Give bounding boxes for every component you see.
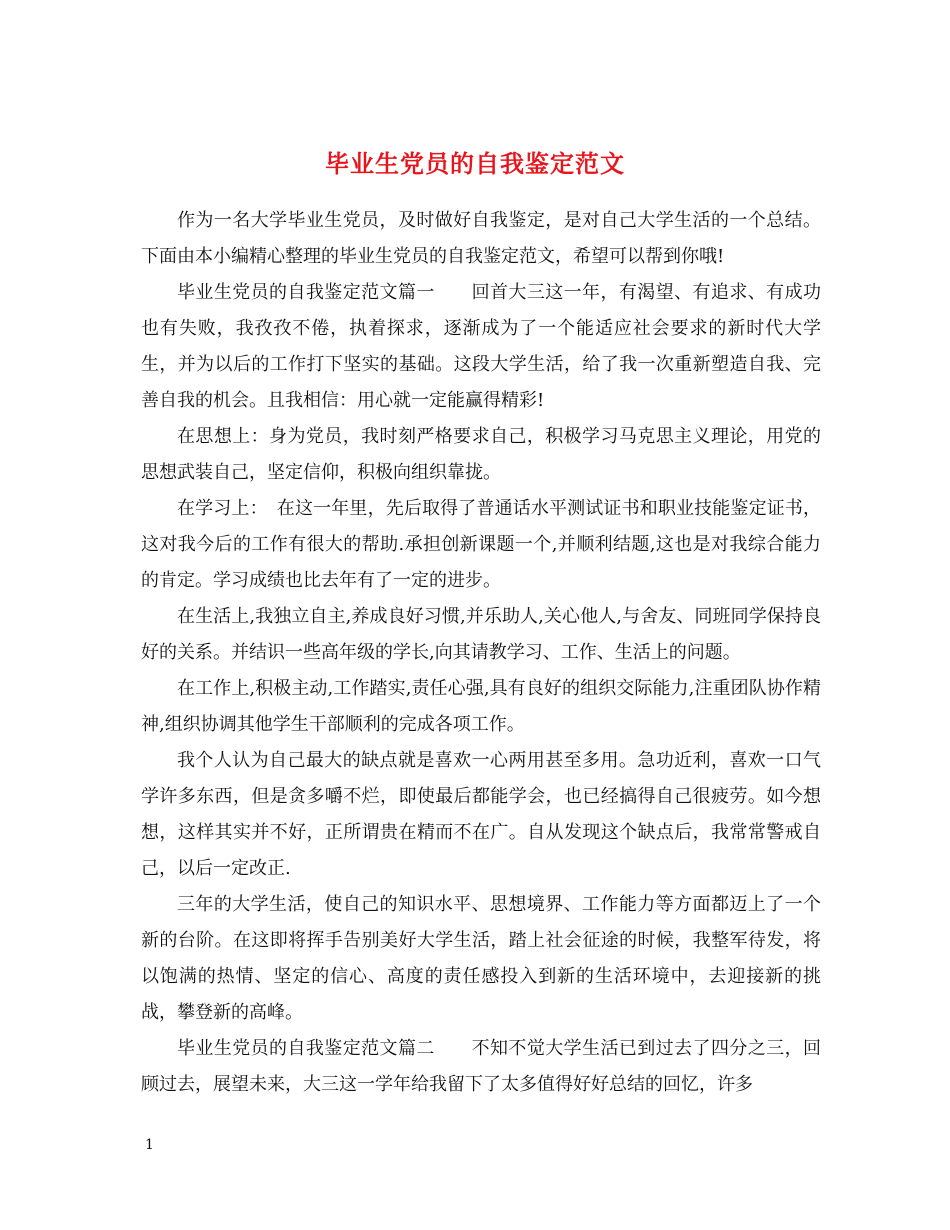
paragraph-essay-two: 毕业生党员的自我鉴定范文篇二 不知不觉大学生活已到过去了四分之三，回顾过去，展望未来，大三这一学年给我留下了太多值得好好总结的回忆，许多 xyxy=(141,1038,821,1095)
paragraph-essay-one: 毕业生党员的自我鉴定范文篇一 回首大三这一年，有渴望、有追求、有成功也有失败，我孜孜不倦，执着探求，逐渐成为了一个能适应社会要求的新时代大学生，并为以后的工作打下坚实的基础。这段大学生活，给了我一次重新塑造自我、完善自我的机会。且我相信：用心就一定能赢得精彩! xyxy=(141,282,821,411)
paragraph-intro: 作为一名大学毕业生党员，及时做好自我鉴定，是对自己大学生活的一个总结。下面由本小编精心整理的毕业生党员的自我鉴定范文，希望可以帮到你哦! xyxy=(141,210,821,267)
paragraph-summary: 三年的大学生活，使自己的知识水平、思想境界、工作能力等方面都迈上了一个新的台阶。在这即将挥手告别美好大学生活，踏上社会征途的时候，我整军待发，将以饱满的热情、坚定的信心、高度的责任感投入到新的生活环境中，去迎接新的挑战，攀登新的高峰。 xyxy=(141,894,821,1023)
paragraph-ideology: 在思想上：身为党员，我时刻严格要求自己，积极学习马克思主义理论，用党的思想武装自己，坚定信仰，积极向组织靠拢。 xyxy=(141,426,821,483)
paragraph-shortcoming: 我个人认为自己最大的缺点就是喜欢一心两用甚至多用。急功近利，喜欢一口气学许多东西，但是贪多嚼不烂，即使最后都能学会，也已经搞得自己很疲劳。如今想想，这样其实并不好，正所谓贵在精而不在广。自从发现这个缺点后，我常常警戒自己，以后一定改正. xyxy=(141,750,821,879)
document-title: 毕业生党员的自我鉴定范文 xyxy=(325,149,625,179)
paragraph-work: 在工作上,积极主动,工作踏实,责任心强,具有良好的组织交际能力,注重团队协作精神,组织协调其他学生干部顺利的完成各项工作。 xyxy=(141,678,821,735)
page-number: 1 xyxy=(145,1137,154,1153)
document-body xyxy=(141,203,821,1103)
paragraph-life: 在生活上,我独立自主,养成良好习惯,并乐助人,关心他人,与舍友、同班同学保持良好的关系。并结识一些高年级的学长,向其请教学习、工作、生活上的问题。 xyxy=(141,606,821,663)
paragraph-study: 在学习上： 在这一年里，先后取得了普通话水平测试证书和职业技能鉴定证书，这对我今后的工作有很大的帮助.承担创新课题一个,并顺利结题,这也是对我综合能力的肯定。学习成绩也比去年有了一定的进步。 xyxy=(141,498,821,591)
